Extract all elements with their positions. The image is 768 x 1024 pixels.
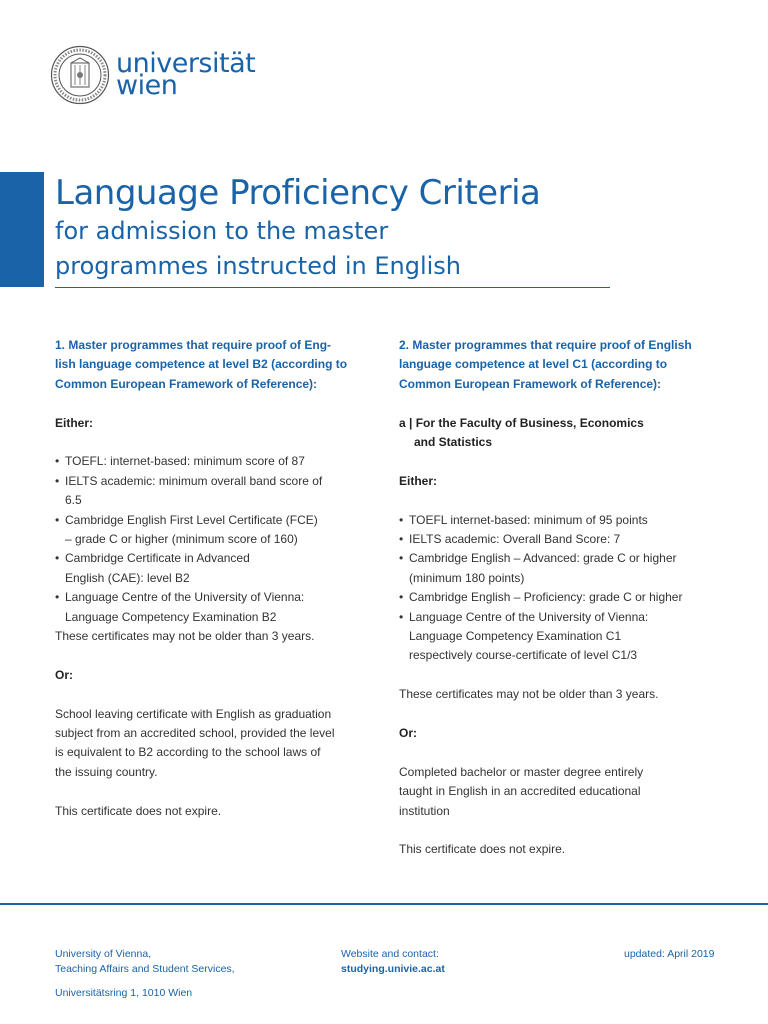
list-item: • Language Centre of the University of Vienna: Language Competency Examination C1 respectively course-certificate of level C1/3 bbox=[399, 608, 709, 666]
list-item: • IELTS academic: Overall Band Score: 7 bbox=[399, 530, 709, 549]
footer-org-line: University of Vienna, bbox=[55, 948, 152, 960]
c1-requirements-column bbox=[399, 336, 709, 860]
b2-or-label: Or: bbox=[55, 667, 73, 682]
footer-address: Universitätsring 1, 1010 Wien bbox=[55, 987, 193, 999]
c1-heading-line: 2. Master programmes that require proof of English bbox=[399, 338, 692, 352]
c1-degree-text: Completed bachelor or master degree entirely taught in English in an accredited educational institution bbox=[399, 764, 644, 818]
footer-divider bbox=[0, 903, 768, 905]
b2-heading-line: 1. Master programmes that require proof of Eng- bbox=[55, 338, 332, 352]
page-subtitle-line1: for admission to the master bbox=[55, 217, 389, 245]
title-block bbox=[55, 172, 540, 284]
university-seal-icon bbox=[50, 45, 110, 105]
c1-heading-line: Common European Framework of Reference): bbox=[399, 376, 662, 391]
list-item: • Cambridge English – Proficiency: grade C or higher bbox=[399, 588, 709, 607]
c1-section-heading bbox=[399, 336, 709, 394]
c1-or-label: Or: bbox=[399, 726, 417, 741]
b2-school-certificate-text: School leaving certificate with English as graduation subject from an accredited school, provided the level is equivalent to B2 according to the school laws of the issuing country. bbox=[55, 706, 335, 779]
footer-org-line: Teaching Affairs and Student Services, bbox=[55, 963, 235, 975]
list-item: • Language Centre of the University of Vienna: Language Competency Examination B2 bbox=[55, 588, 367, 627]
faculty-subheading: a | For the Faculty of Business, Economics and Statistics bbox=[399, 415, 644, 450]
footer-contact bbox=[341, 947, 445, 977]
b2-certificate-list bbox=[55, 452, 367, 627]
logo-text-line2: wien bbox=[116, 70, 178, 101]
list-item: • TOEFL internet-based: minimum of 95 points bbox=[399, 511, 709, 530]
footer-website-link[interactable]: studying.univie.ac.at bbox=[341, 963, 445, 975]
page-subtitle-line2: programmes instructed in English bbox=[55, 252, 461, 280]
c1-either-label: Either: bbox=[399, 473, 438, 488]
b2-section-heading bbox=[55, 336, 367, 394]
c1-certificate-list bbox=[399, 511, 709, 666]
footer-organization bbox=[55, 947, 235, 977]
list-item: • TOEFL: internet-based: minimum score of 87 bbox=[55, 452, 367, 471]
list-item: • IELTS academic: minimum overall band score of 6.5 bbox=[55, 472, 367, 511]
footer-contact-label: Website and contact: bbox=[341, 948, 439, 960]
list-item: • Cambridge English First Level Certificate (FCE) – grade C or higher (minimum score of 160) bbox=[55, 511, 367, 550]
b2-heading-line: Common European Framework of Reference): bbox=[55, 376, 318, 391]
c1-heading-line: language competence at level C1 (according to bbox=[399, 357, 668, 372]
title-accent-bar bbox=[0, 172, 44, 287]
list-item: • Cambridge Certificate in Advanced English (CAE): level B2 bbox=[55, 549, 367, 588]
c1-expiry-note: This certificate does not expire. bbox=[399, 842, 566, 857]
list-item: • Cambridge English – Advanced: grade C or higher (minimum 180 points) bbox=[399, 549, 709, 588]
university-logo bbox=[50, 45, 255, 105]
logo-text-line1: universität bbox=[116, 48, 256, 79]
page-title: Language Proficiency Criteria bbox=[55, 173, 541, 213]
b2-requirements-column bbox=[55, 336, 367, 821]
c1-validity-note: These certificates may not be older than 3 years. bbox=[399, 687, 659, 702]
b2-validity-note: These certificates may not be older than 3 years. bbox=[55, 629, 315, 644]
footer-updated: updated: April 2019 bbox=[624, 948, 715, 960]
title-divider bbox=[55, 287, 610, 288]
b2-heading-line: lish language competence at level B2 (according to bbox=[55, 357, 348, 372]
b2-expiry-note: This certificate does not expire. bbox=[55, 803, 222, 818]
b2-either-label: Either: bbox=[55, 415, 94, 430]
